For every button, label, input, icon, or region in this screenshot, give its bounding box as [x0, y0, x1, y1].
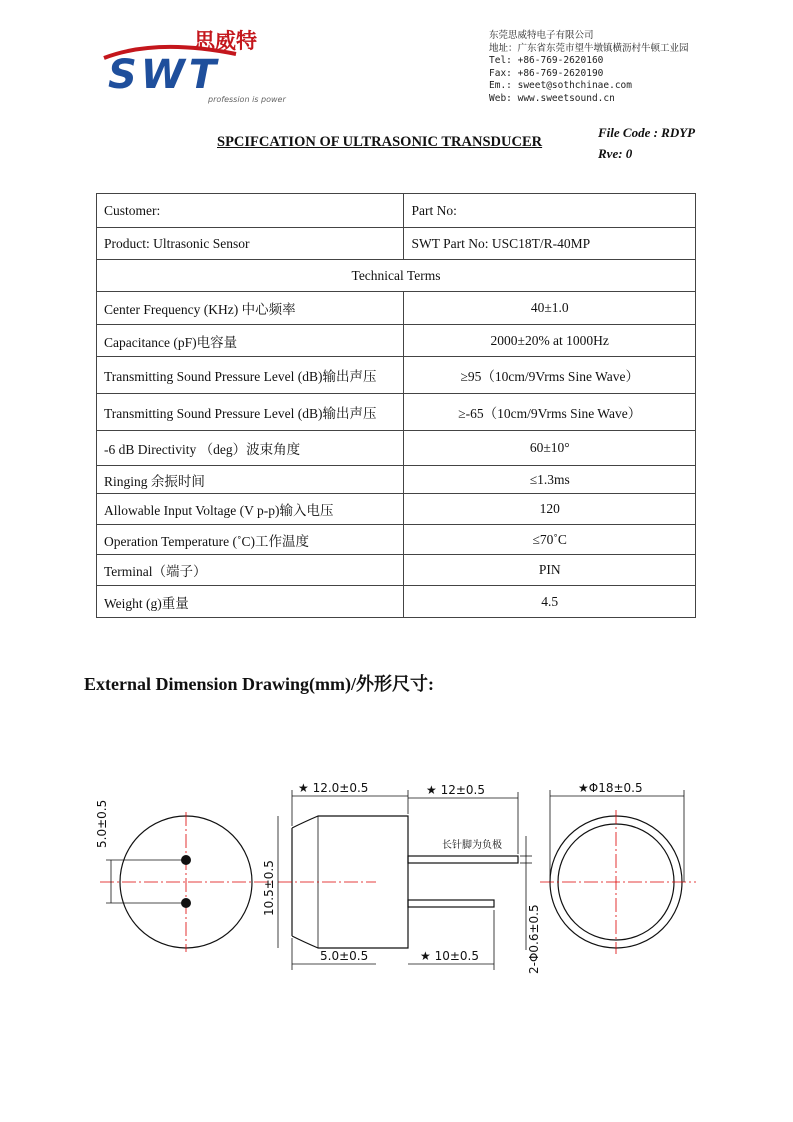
row-label: Allowable Input Voltage (V p-p)输入电压	[97, 494, 404, 525]
part-no-cell: Part No:	[404, 194, 696, 228]
dim-pin-diameter: 2-Φ0.6±0.5	[527, 904, 541, 974]
logo-brand-cn: 思威特	[194, 29, 257, 53]
table-row	[97, 586, 696, 618]
company-info	[489, 30, 689, 106]
row-value: 40±1.0	[404, 292, 696, 325]
document-title: SPCIFCATION OF ULTRASONIC TRANSDUCER	[217, 134, 543, 150]
swt-part-no-cell: SWT Part No: USC18T/R-40MP	[404, 228, 696, 260]
table-row	[97, 394, 696, 431]
file-code-block	[598, 122, 695, 164]
table-row	[97, 292, 696, 325]
logo-brand-en: SWT	[108, 52, 221, 98]
dim-body-length: ★ 12.0±0.5	[298, 781, 369, 795]
row-value: 2000±20% at 1000Hz	[404, 325, 696, 357]
swt-logo	[86, 24, 322, 108]
pin-dot-bottom	[181, 898, 191, 908]
table-row	[97, 525, 696, 555]
row-label: Transmitting Sound Pressure Level (dB)输出声压	[97, 394, 404, 431]
product-cell: Product: Ultrasonic Sensor	[97, 228, 404, 260]
dim-pin-length: ★ 12±0.5	[426, 783, 485, 797]
dim-diameter: ★Φ18±0.5	[578, 781, 643, 795]
company-web: Web: www.sweetsound.cn	[489, 92, 615, 104]
company-tel: Tel: +86-769-2620160	[489, 55, 604, 67]
customer-cell: Customer:	[97, 194, 404, 228]
dim-short-pin: ★ 10±0.5	[420, 949, 479, 963]
dim-pin-spacing: 5.0±0.5	[95, 799, 109, 848]
row-label: Terminal（端子）	[97, 555, 404, 586]
table-row	[97, 228, 696, 260]
table-row	[97, 194, 696, 228]
table-row	[97, 325, 696, 357]
row-value: ≥-65（10cm/9Vrms Sine Wave）	[404, 394, 696, 431]
drawing-section-title: External Dimension Drawing(mm)/外形尺寸:	[84, 674, 434, 694]
row-label: Operation Temperature (˚C)工作温度	[97, 525, 404, 555]
dim-pin-note: 长针脚为负极	[442, 840, 502, 851]
dimension-drawing	[86, 770, 706, 980]
spec-table	[96, 193, 696, 618]
table-row	[97, 260, 696, 292]
table-row	[97, 555, 696, 586]
table-row	[97, 431, 696, 466]
row-value: ≤1.3ms	[404, 466, 696, 494]
row-label: Capacitance (pF)电容量	[97, 325, 404, 357]
table-row	[97, 466, 696, 494]
file-code: File Code : RDYP	[598, 125, 696, 140]
technical-terms-header: Technical Terms	[97, 260, 696, 292]
logo-tagline: profession is power	[208, 95, 286, 104]
row-value: PIN	[404, 555, 696, 586]
row-value: ≤70˚C	[404, 525, 696, 555]
company-address: 地址：广东省东莞市望牛墩镇横沥村牛顿工业园	[489, 42, 689, 54]
long-pin	[408, 856, 518, 863]
row-value: 60±10°	[404, 431, 696, 466]
table-row	[97, 494, 696, 525]
company-name: 东莞思威特电子有限公司	[489, 30, 594, 41]
dim-body-height: 10.5±0.5	[262, 860, 276, 916]
pin-dot-top	[181, 855, 191, 865]
row-label: Transmitting Sound Pressure Level (dB)输出声压	[97, 357, 404, 394]
dim-front-length: 5.0±0.5	[320, 949, 369, 963]
row-value: 4.5	[404, 586, 696, 618]
row-label: Center Frequency (KHz) 中心频率	[97, 292, 404, 325]
row-value: ≥95（10cm/9Vrms Sine Wave）	[404, 357, 696, 394]
revision: Rve: 0	[598, 146, 633, 161]
row-label: Weight (g)重量	[97, 586, 404, 618]
short-pin	[408, 900, 494, 907]
table-row	[97, 357, 696, 394]
company-fax: Fax: +86-769-2620190	[489, 67, 604, 79]
row-value: 120	[404, 494, 696, 525]
row-label: -6 dB Directivity （deg）波束角度	[97, 431, 404, 466]
row-label: Ringing 余振时间	[97, 466, 404, 494]
company-email: Em.: sweet@sothchinae.com	[489, 80, 632, 92]
